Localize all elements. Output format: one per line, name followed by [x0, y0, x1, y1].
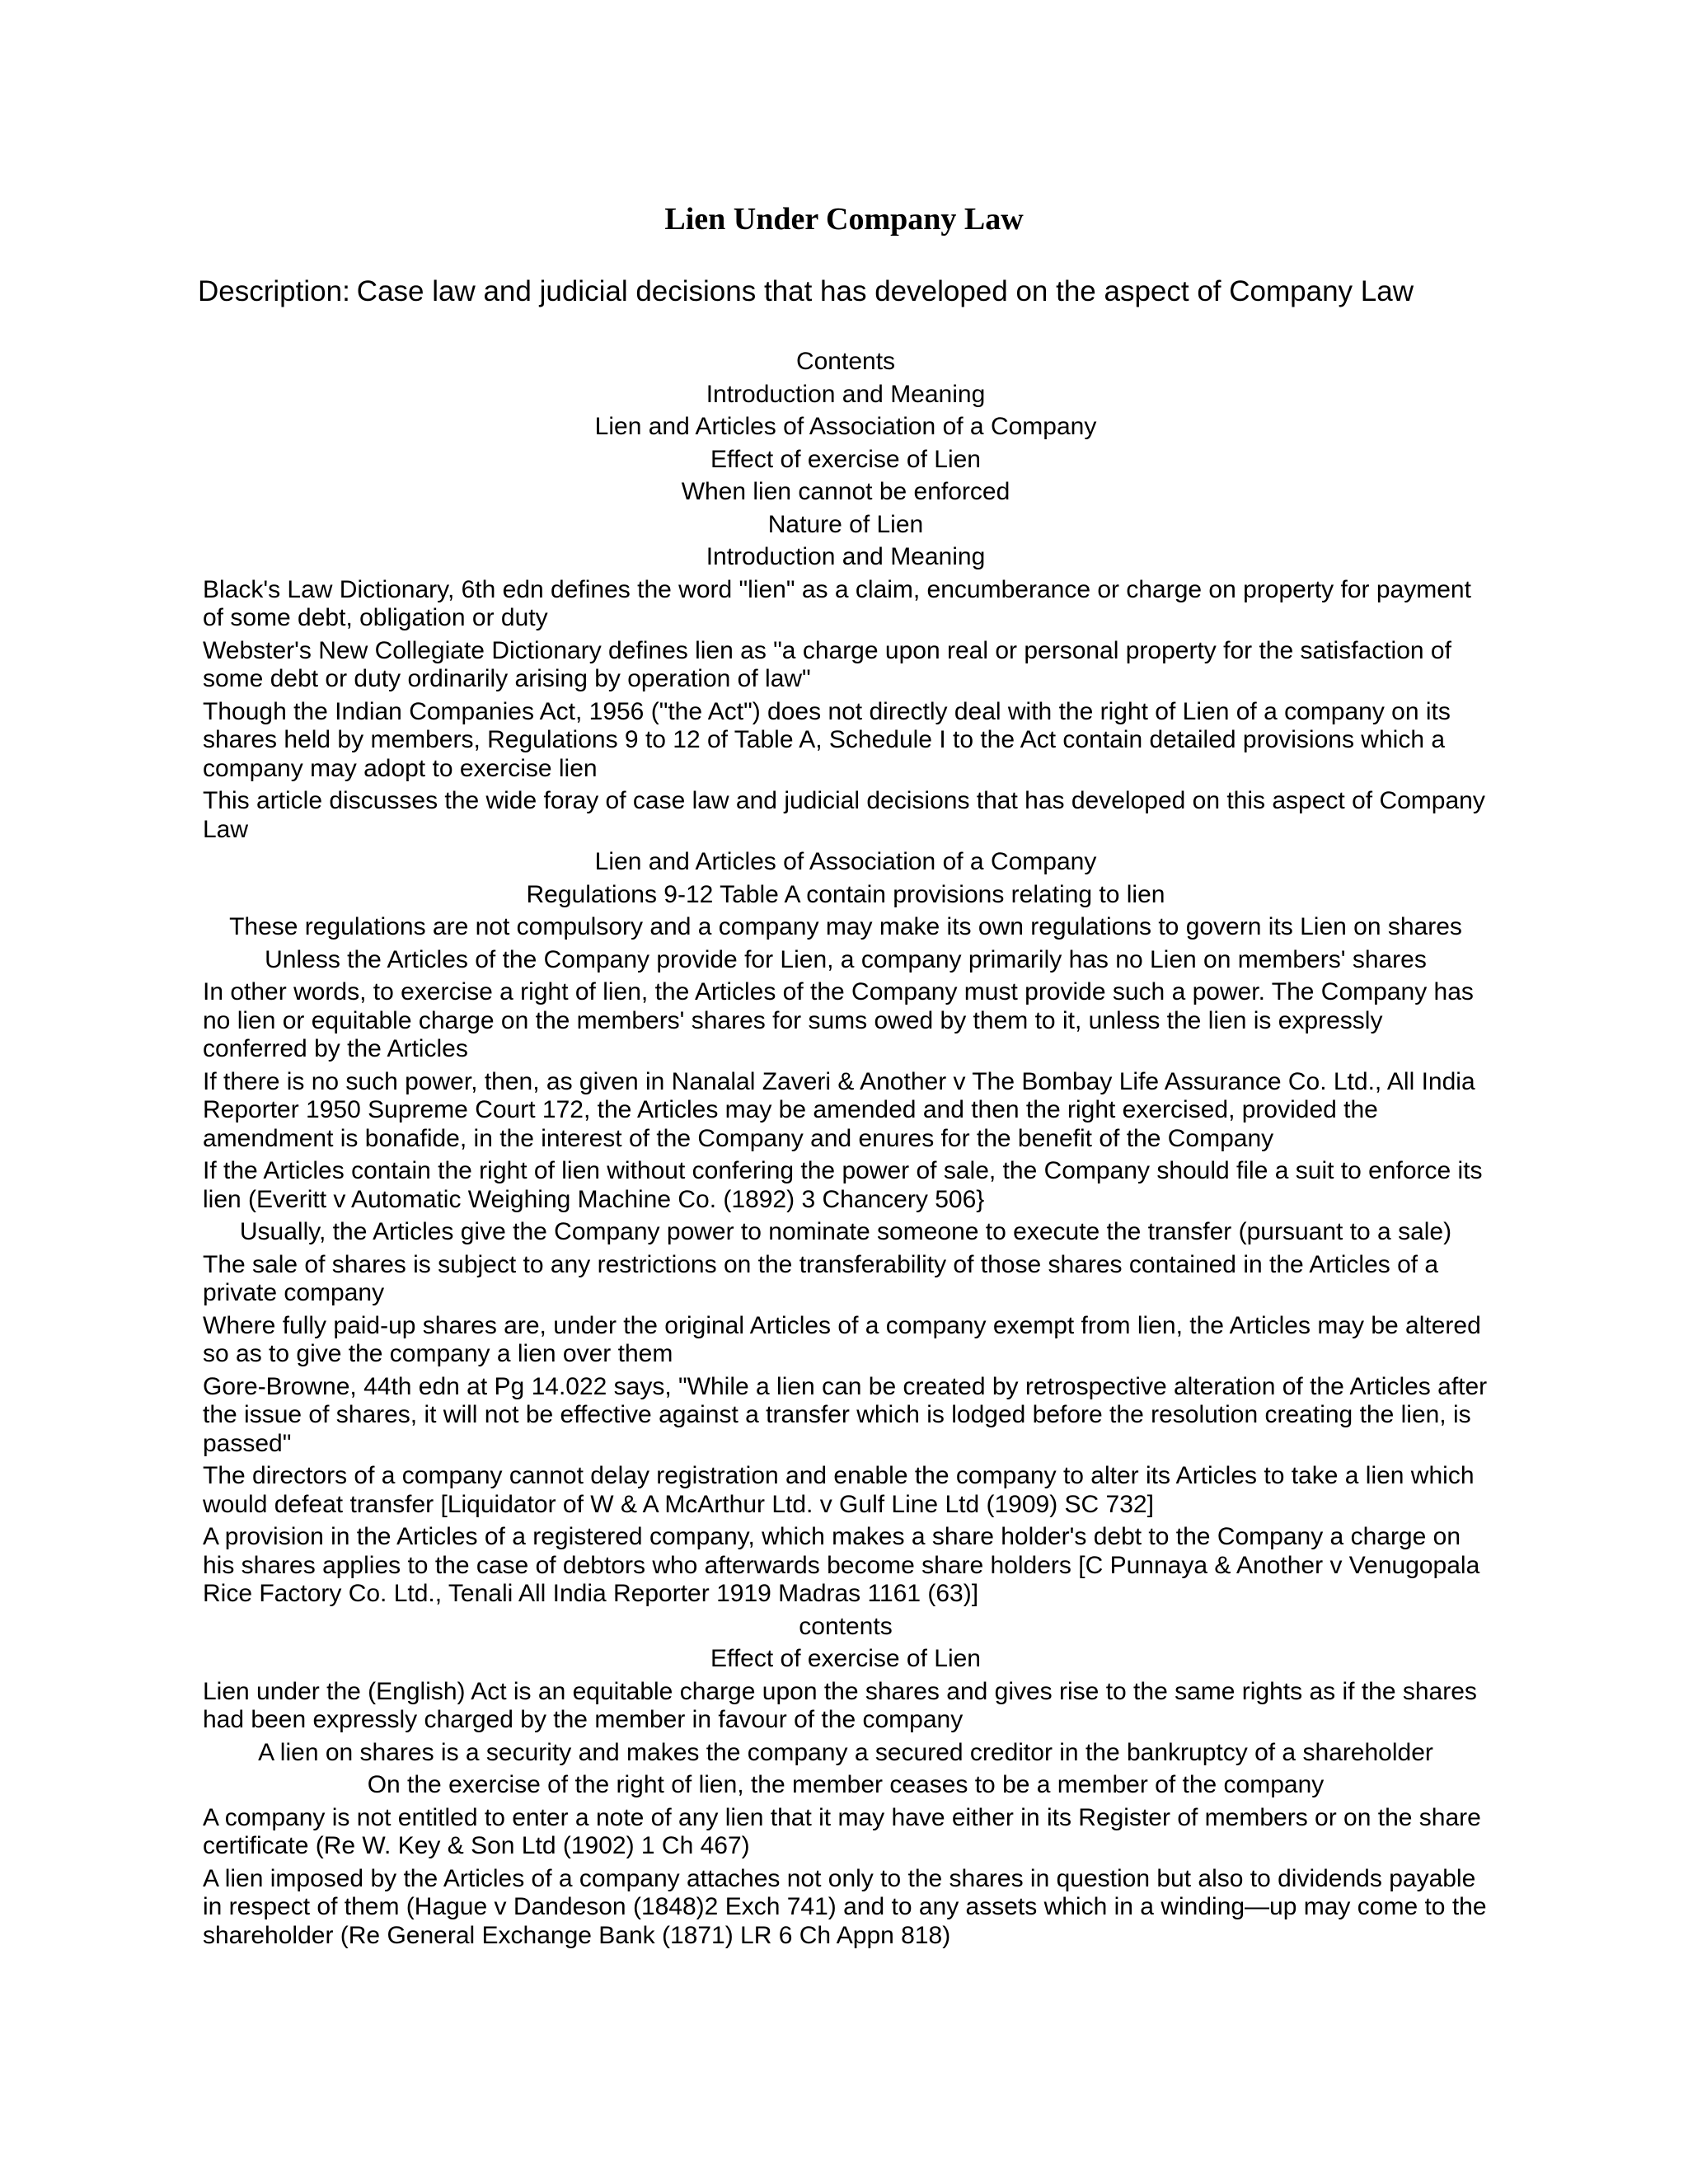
body-paragraph: This article discusses the wide foray of case law and judicial decisions that has developed on this aspect of Company Law [203, 787, 1485, 843]
description-line [198, 270, 1517, 313]
centered-heading-line: Regulations 9-12 Table A contain provisions relating to lien [526, 880, 1165, 908]
centered-heading-line: Lien and Articles of Association of a Company [594, 413, 1097, 440]
description-text: Case law and judicial decisions that has developed on the aspect of Company Law [356, 275, 1414, 307]
centered-heading-line: On the exercise of the right of lien, the member ceases to be a member of the company [367, 1771, 1325, 1798]
centered-heading-line: Introduction and Meaning [706, 380, 986, 408]
body-paragraph: The directors of a company cannot delay registration and enable the company to alter its Articles to take a lien which would defeat transfer [Liquidator of W & A McArthur Ltd. v Gulf Line Ltd (1909) SC 732] [203, 1462, 1475, 1518]
body-paragraph: Where fully paid-up shares are, under the original Articles of a company exempt from lien, the Articles may be altered so as to give the company a lien over them [203, 1311, 1481, 1367]
document-title: Lien Under Company Law [664, 202, 1024, 237]
centered-heading-line: Unless the Articles of the Company provide for Lien, a company primarily has no Lien on members' shares [265, 945, 1427, 973]
body-paragraph: Though the Indian Companies Act, 1956 ("the Act") does not directly deal with the right of Lien of a company on its shares held by members, Regulations 9 to 12 of Table A, Schedule I to the Act contain detailed provisions which a company may adopt to exercise lien [203, 697, 1451, 782]
body-paragraph: The sale of shares is subject to any restrictions on the transferability of those shares contained in the Articles of a private company [203, 1250, 1439, 1306]
body-paragraph: A company is not entitled to enter a note of any lien that it may have either in its Register of members or on the share certificate (Re W. Key & Son Ltd (1902) 1 Ch 467) [203, 1803, 1481, 1859]
body-paragraph: In other words, to exercise a right of lien, the Articles of the Company must provide such a power. The Company has no lien or equitable charge on the members' shares for sums owed by them to it, unless the lien is expressly conferred by the Articles [203, 978, 1474, 1062]
centered-heading-line: Effect of exercise of Lien [710, 1645, 981, 1672]
centered-heading-line: When lien cannot be enforced [681, 478, 1010, 505]
body-paragraph: Gore-Browne, 44th edn at Pg 14.022 says, "While a lien can be created by retrospective alteration of the Articles after the issue of shares, it will not be effective against a transfer which is lodged before the resolution creating the lien, is passed" [203, 1372, 1488, 1457]
centered-heading-line: contents [799, 1612, 893, 1640]
centered-heading-line: Nature of Lien [767, 510, 924, 538]
body-paragraph: A provision in the Articles of a registered company, which makes a share holder's debt to the Company a charge on his shares applies to the case of debtors who afterwards become share holders [C Punnaya & Another v Venugopala Rice Factory Co. Ltd., Tenali All India Reporter 1919 Madras 1161 (63)] [203, 1523, 1480, 1607]
centered-heading-line: Lien and Articles of Association of a Company [594, 848, 1097, 875]
body-paragraph: Lien under the (English) Act is an equitable charge upon the shares and gives rise to the same rights as if the shares had been expressly charged by the member in favour of the company [203, 1677, 1477, 1733]
body-paragraph: If the Articles contain the right of lien without confering the power of sale, the Company should file a suit to enforce its lien (Everitt v Automatic Weighing Machine Co. (1892) 3 Chancery 506} [203, 1157, 1483, 1213]
centered-heading-line: Effect of exercise of Lien [710, 445, 981, 473]
description-label: Description: [198, 275, 350, 307]
centered-heading-line: A lien on shares is a security and makes the company a secured creditor in the bankruptcy of a shareholder [258, 1738, 1433, 1766]
centered-heading-line: Usually, the Articles give the Company power to nominate someone to execute the transfer (pursuant to a sale) [239, 1218, 1452, 1245]
body-paragraph: If there is no such power, then, as given in Nanalal Zaveri & Another v The Bombay Life Assurance Co. Ltd., All India Reporter 1950 Supreme Court 172, the Articles may be amended and then the right exercised, provided the amendment is bonafide, in the interest of the Company and enures for the benefit of the Company [203, 1067, 1475, 1152]
centered-heading-line: Contents [795, 348, 896, 375]
body-paragraph: Webster's New Collegiate Dictionary defines lien as "a charge upon real or personal property for the satisfaction of some debt or duty ordinarily arising by operation of law" [203, 636, 1451, 692]
centered-heading-line: Introduction and Meaning [706, 543, 986, 570]
body-paragraph: A lien imposed by the Articles of a company attaches not only to the shares in question but also to dividends payable in respect of them (Hague v Dandeson (1848)2 Exch 741) and to any assets which in a winding—up may come to the shareholder (Re General Exchange Bank (1871) LR 6 Ch Appn 818) [203, 1864, 1487, 1949]
centered-heading-line: These regulations are not compulsory and a company may make its own regulations to govern its Lien on shares [229, 913, 1462, 940]
body-paragraph: Black's Law Dictionary, 6th edn defines the word "lien" as a claim, encumberance or charge on property for payment of some debt, obligation or duty [203, 575, 1471, 631]
document-body [203, 348, 1489, 1954]
